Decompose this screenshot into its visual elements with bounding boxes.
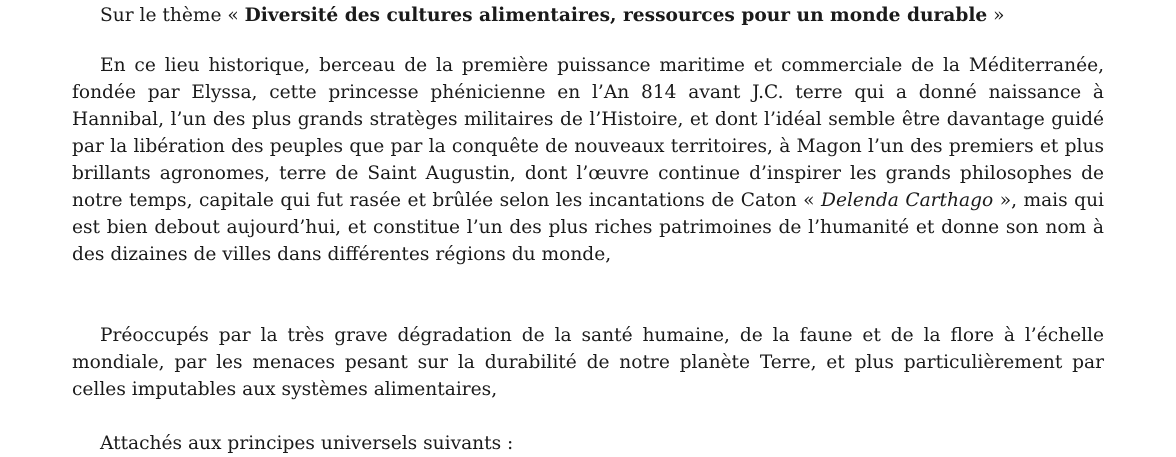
paragraph-carthage: [72, 52, 1104, 268]
delenda-carthago-quote: Delenda Carthago: [821, 190, 994, 211]
paragraph-concerns: Préoccupés par la très grave dégradation de la santé humaine, de la faune et de la flore à l’échelle mondiale, par les menaces pesant sur la durabilité de notre planète Terre, et plus particulièrement par celles imputables aux systèmes alimentaires,: [72, 325, 1104, 400]
theme-prefix: Sur le thème «: [100, 5, 245, 26]
theme-title: Diversité des cultures alimentaires, ressources pour un monde durable: [244, 5, 988, 26]
theme-suffix: »: [987, 5, 1005, 26]
paragraph-principles: Attachés aux principes universels suivants :: [100, 433, 514, 454]
paragraph-carthage-text-after: », mais qui est bien debout aujourd’hui, et constitue l’un des plus riches patrimoines de l’humanité et donne son nom à des dizaines de villes dans différentes régions du monde,: [72, 190, 1104, 265]
paragraph-carthage-text-before: En ce lieu historique, berceau de la première puissance maritime et commerciale de la Méditerranée, fondée par Elyssa, cette princesse phénicienne en l’An 814 avant J.C. terre qui a donné naissance à Hannibal, l’un des plus grands stratèges militaires de l’Histoire, et dont l’idéal semble être davantage guidé par la libération des peuples que par la conquête de nouveaux territoires, à Magon l’un des premiers et plus brillants agronomes, terre de Saint Augustin, dont l’œuvre continue d’inspirer les grands philosophes de notre temps, capitale qui fut rasée et brûlée selon les incantations de Caton «: [72, 55, 1104, 211]
theme-paragraph: [72, 2, 1104, 29]
